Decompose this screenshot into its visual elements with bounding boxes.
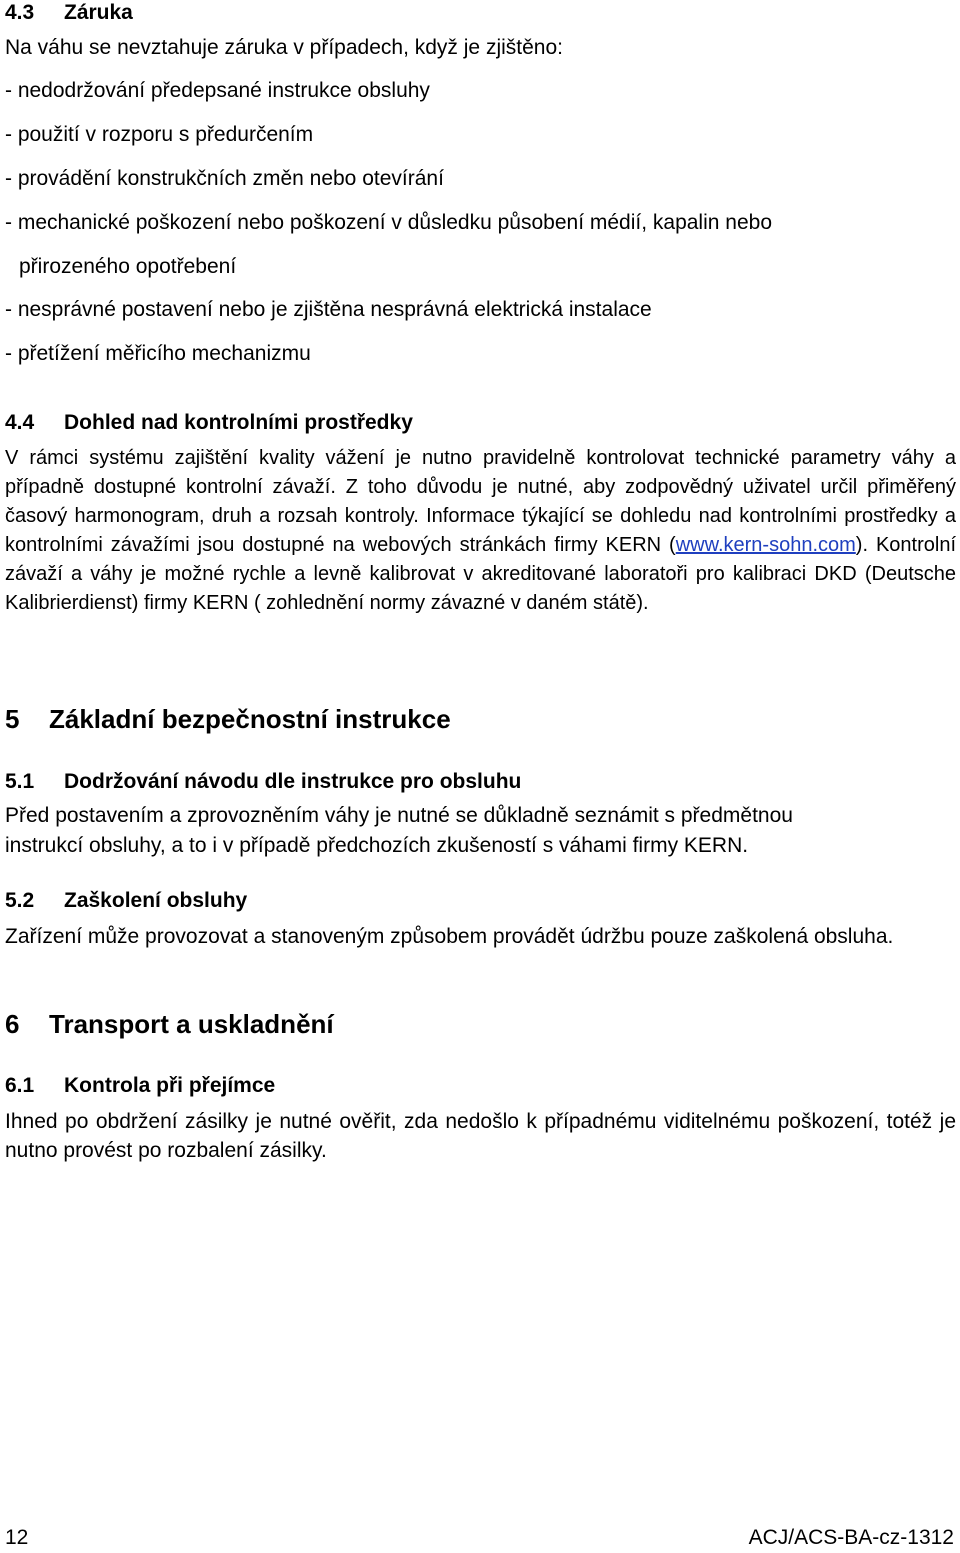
- instructions-line: instrukcí obsluhy, a to i v případě předchozích zkušeností s váhami firmy KERN.: [5, 834, 749, 857]
- chapter-6-heading: [5, 1008, 334, 1040]
- paragraph-text: V rámci systému zajištění kvality vážení je nutno pravidelně kontrolovat technické parametry váhy a případně dostupné kontrolní závaží. Z toho důvodu je nutné, aby zodpovědný uživatel určil přiměřený časový harmonogram, druh a rozsah kontroly. Informace týkající se dohledu nad kontrolními prostředky a kontrolními závažími jsou dostupné na webových stránkách firmy KERN (: [5, 447, 956, 556]
- chapter-number: 6: [5, 1009, 20, 1039]
- warranty-item: - použití v rozporu s předurčením: [5, 123, 314, 146]
- section-number: 5.2: [5, 889, 35, 912]
- section-title: Záruka: [64, 1, 133, 24]
- section-4-4-heading: [5, 410, 413, 436]
- kern-website-link[interactable]: www.kern-sohn.com: [675, 534, 856, 556]
- instructions-line: Před postavením a zprovozněním váhy je nutné se důkladně seznámit s předmětnou: [5, 804, 793, 827]
- training-paragraph: Zařízení může provozovat a stanoveným způsobem provádět údržbu pouze zaškolená obsluha.: [5, 925, 894, 948]
- chapter-title: Základní bezpečnostní instrukce: [49, 704, 451, 734]
- warranty-item: - provádění konstrukčních změn nebo otevírání: [5, 167, 444, 190]
- section-title: Zaškolení obsluhy: [64, 889, 248, 912]
- section-number: 5.1: [5, 770, 35, 793]
- section-number: 4.4: [5, 411, 35, 434]
- warranty-item-continuation: přirozeného opotřebení: [19, 255, 237, 278]
- chapter-5-heading: [5, 703, 451, 735]
- warranty-item: - mechanické poškození nebo poškození v důsledku působení médií, kapalin nebo: [5, 211, 772, 234]
- section-5-1-heading: [5, 769, 521, 795]
- page-number: 12: [5, 1526, 29, 1549]
- paragraph-text: ). Kontrolní závaží a váhy je možné rychle a levně kalibrovat v akreditované laboratoři pro kalibraci DKD (Deutsche Kalibrierdienst) firmy KERN ( zohlednění normy závazné v daném státě).: [5, 534, 956, 614]
- section-4-3-heading: [5, 0, 133, 26]
- section-5-2-heading: [5, 888, 247, 914]
- section-number: 4.3: [5, 1, 35, 24]
- chapter-number: 5: [5, 704, 20, 734]
- chapter-title: Transport a uskladnění: [49, 1009, 334, 1039]
- warranty-item: - nesprávné postavení nebo je zjištěna nesprávná elektrická instalace: [5, 298, 652, 321]
- inspection-paragraph: [5, 444, 956, 618]
- warranty-item: - přetížení měřicího mechanizmu: [5, 342, 311, 365]
- warranty-intro: Na váhu se nevztahuje záruka v případech, když je zjištěno:: [5, 36, 563, 59]
- document-code: ACJ/ACS-BA-cz-1312: [748, 1526, 954, 1549]
- section-6-1-heading: [5, 1073, 275, 1099]
- section-title: Dodržování návodu dle instrukce pro obsluhu: [64, 770, 522, 793]
- section-number: 6.1: [5, 1074, 35, 1097]
- section-title: Dohled nad kontrolními prostředky: [64, 411, 413, 434]
- warranty-item: - nedodržování předepsané instrukce obsluhy: [5, 79, 430, 102]
- acceptance-paragraph: Ihned po obdržení zásilky je nutné ověřit, zda nedošlo k případnému viditelnému poškození, totéž je nutno provést po rozbalení zásilky.: [5, 1110, 956, 1162]
- section-title: Kontrola při přejímce: [64, 1074, 276, 1097]
